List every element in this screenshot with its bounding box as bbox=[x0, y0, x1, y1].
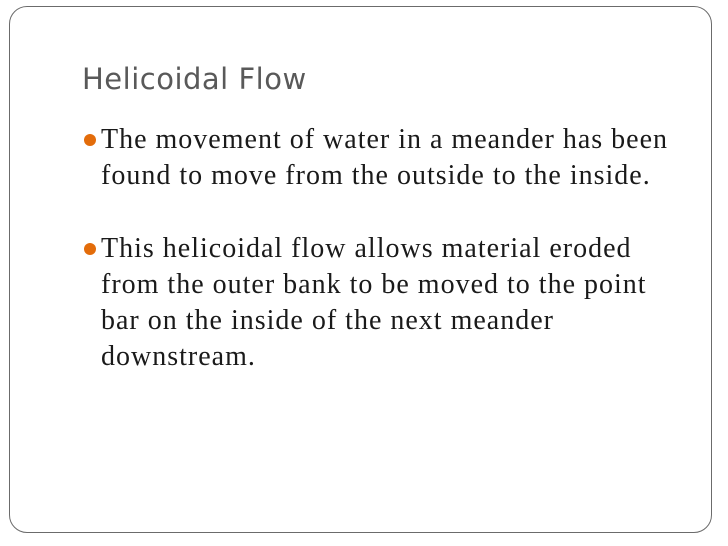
bullet-list bbox=[84, 122, 684, 375]
bullet-dot-icon bbox=[84, 243, 96, 255]
bullet-item-movement bbox=[84, 122, 684, 194]
bullet-dot-icon bbox=[84, 134, 96, 146]
slide-title: Helicoidal Flow bbox=[82, 62, 307, 96]
bullet-item-helicoidal-flow bbox=[84, 231, 684, 375]
bullet-text: This helicoidal flow allows material eroded from the outer bank to be moved to the point bar on the inside of the next meander downstream. bbox=[101, 233, 647, 372]
bullet-text: The movement of water in a meander has been found to move from the outside to the inside. bbox=[101, 124, 669, 191]
